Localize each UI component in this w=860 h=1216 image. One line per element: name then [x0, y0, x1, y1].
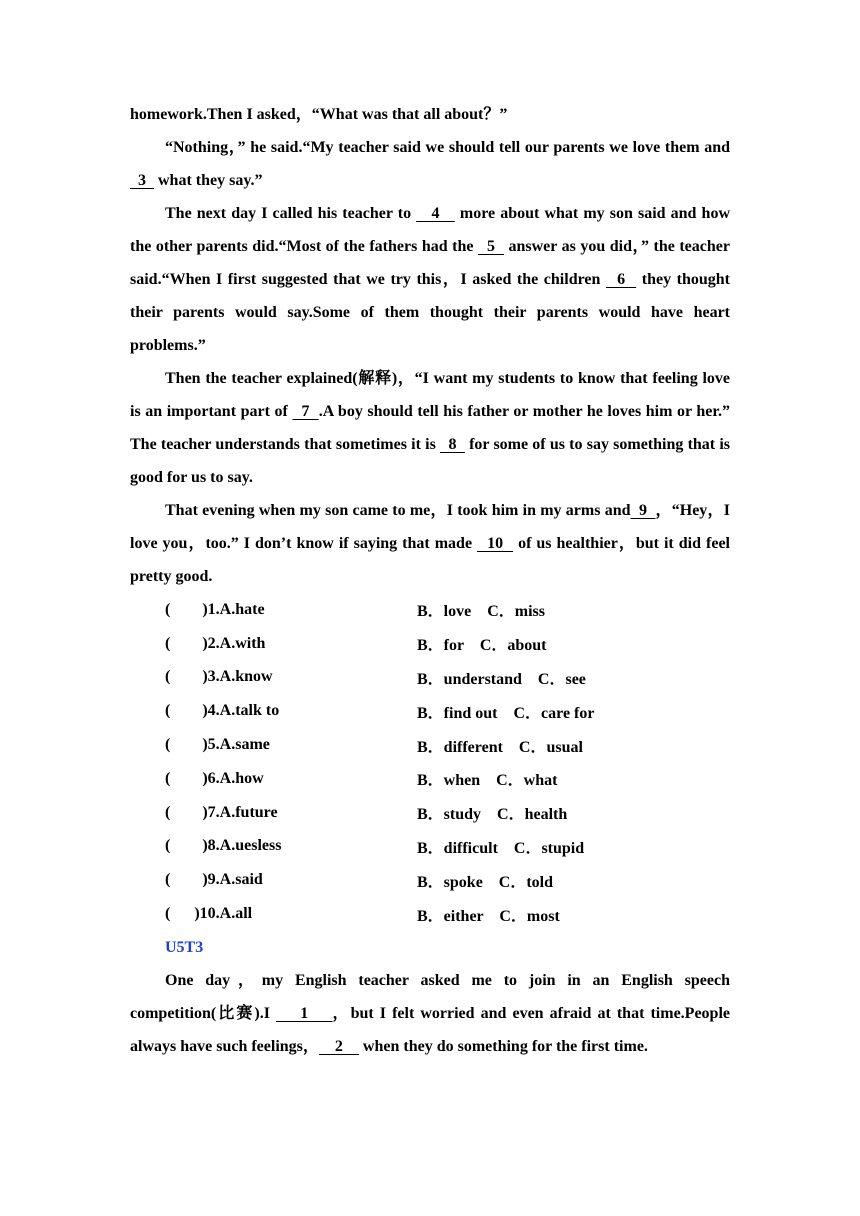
passage-text: what they say.”: [154, 172, 263, 189]
section-paragraph-1: [130, 964, 730, 1063]
passage-paragraph-3: [130, 197, 730, 362]
document-page: [130, 98, 730, 1063]
passage-text: ，but I felt worried and even afraid at that time.People always have such feelings，: [130, 1004, 730, 1055]
passage-paragraph-1: [130, 98, 730, 131]
option-choices: B．spoke C．told: [417, 873, 554, 891]
option-question: ( )3.A.know: [165, 668, 273, 686]
option-choices: B．study C．health: [417, 806, 568, 824]
blank-9: 9: [630, 502, 656, 519]
option-question: ( )6.A.how: [165, 769, 264, 787]
blank-6: 6: [605, 271, 637, 288]
section-tag: U5T3: [165, 938, 204, 956]
option-question: ( )8.A.uesless: [165, 837, 282, 855]
option-row-3: [130, 661, 730, 695]
blank-4: 4: [416, 205, 455, 222]
passage-text: The next day I called his teacher to: [165, 205, 417, 222]
blank-8: 8: [440, 436, 465, 453]
blank-7: 7: [292, 403, 319, 420]
option-choices: B．find out C．care for: [417, 704, 595, 722]
passage-text: when they do something for the first time.: [358, 1037, 648, 1055]
option-question: ( )7.A.future: [165, 803, 278, 821]
option-row-10: [130, 897, 730, 931]
options-list: [130, 593, 730, 931]
passage-text: more about what my son said and how the other parents did.“Most of the fathers had the: [130, 205, 731, 255]
option-row-5: [130, 728, 730, 762]
option-question: ( )10.A.all: [165, 905, 253, 923]
option-row-1: [130, 593, 730, 627]
passage-text: Then the teacher explained(解释)，“I want my students to know that feeling love is an important part of: [130, 370, 730, 420]
option-question: ( )5.A.same: [165, 736, 270, 754]
option-row-6: [130, 762, 730, 796]
option-question: ( )2.A.with: [165, 634, 266, 652]
passage-text: of us healthier，but it did feel pretty good.: [130, 535, 730, 585]
blank-10: 10: [477, 535, 514, 552]
option-row-2: [130, 627, 730, 661]
option-row-4: [130, 694, 730, 728]
option-question: ( )9.A.said: [165, 871, 263, 889]
passage-paragraph-5: [130, 494, 730, 593]
passage-text: That evening when my son came to me，I took him in my arms and: [165, 502, 631, 519]
passage-text: for some of us to say something that is good for us to say.: [130, 436, 731, 486]
option-choices: B．for C．about: [417, 637, 547, 655]
passage-paragraph-2: [130, 131, 730, 197]
option-choices: B．when C．what: [417, 772, 558, 790]
passage-text: homework.Then I asked，“What was that all about？”: [130, 106, 508, 123]
passage-text: One day，my English teacher asked me to join in an English speech competition(比赛).I: [130, 971, 730, 1022]
blank-2: 2: [318, 1037, 359, 1055]
blank-1: 1: [276, 1004, 333, 1022]
passage-text: “Nothing，” he said.“My teacher said we should tell our parents we love them and: [165, 139, 730, 156]
option-row-7: [130, 796, 730, 830]
blank-5: 5: [477, 238, 504, 255]
option-row-9: [130, 863, 730, 897]
passage-text: .A boy should tell his father or mother he loves him or her.” The teacher understands that sometimes it is: [130, 403, 730, 453]
passage-text: answer as you did，” the teacher said.“When I first suggested that we try this，I asked the children: [130, 238, 730, 288]
option-row-8: [130, 830, 730, 864]
passage-text: they thought their parents would say.Some of them thought their parents would have heart problems.”: [130, 271, 730, 354]
option-choices: B．difficult C．stupid: [417, 839, 585, 857]
option-question: ( )1.A.hate: [165, 600, 265, 618]
option-question: ( )4.A.talk to: [165, 702, 280, 720]
option-choices: B．different C．usual: [417, 738, 583, 756]
blank-3: 3: [130, 172, 154, 189]
option-choices: B．love C．miss: [417, 603, 546, 621]
option-choices: B．understand C．see: [417, 670, 586, 688]
passage-text: ，“Hey，I love you，too.” I don’t know if saying that made: [130, 502, 731, 552]
option-choices: B．either C．most: [417, 907, 560, 925]
passage-paragraph-4: [130, 362, 730, 494]
